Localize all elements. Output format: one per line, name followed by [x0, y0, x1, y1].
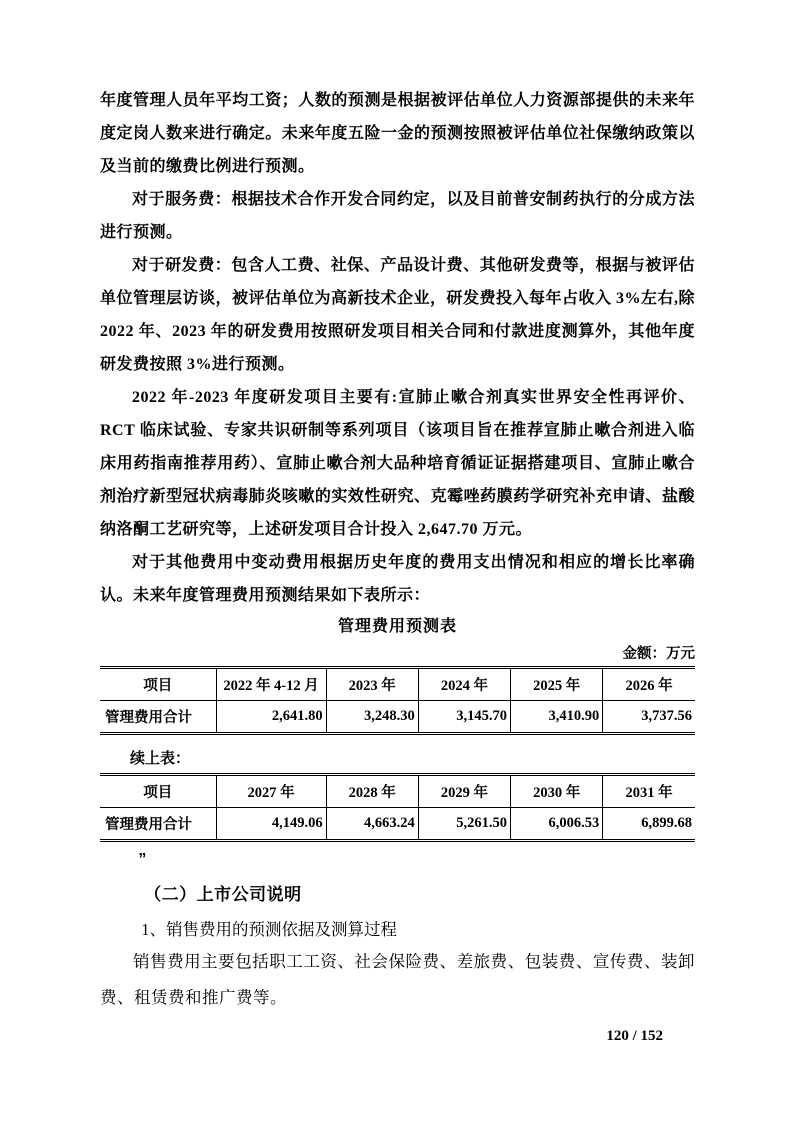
paragraph-service-fee: 对于服务费：根据技术合作开发合同约定，以及目前普安制药执行的分成方法进行预测。 — [100, 191, 695, 241]
col-header-2024: 2024 年 — [418, 668, 510, 701]
cell-value-2029: 5,261.50 — [418, 808, 510, 841]
cell-value-2025: 3,410.90 — [511, 701, 603, 734]
unit-note: 金额：万元 — [622, 646, 695, 662]
closing-quotation-mark: ” — [138, 851, 147, 868]
col-header-2023: 2023 年 — [326, 668, 418, 701]
table-title: 管理费用预测表 — [337, 618, 457, 635]
cell-value-2022: 2,641.80 — [216, 701, 326, 734]
table-row-admin-total — [100, 808, 695, 841]
continuation-label: 续上表： — [130, 751, 191, 767]
admin-expense-table-1 — [100, 666, 695, 735]
cell-value-2031: 6,899.68 — [603, 808, 695, 841]
page-number: 120 / 152 — [606, 1028, 663, 1044]
table-row-admin-total — [100, 701, 695, 734]
cell-value-2024: 3,145.70 — [418, 701, 510, 734]
col-header-2026: 2026 年 — [603, 668, 695, 701]
col-header-item: 项目 — [143, 678, 173, 694]
cell-value-2030: 6,006.53 — [511, 808, 603, 841]
col-header-2022: 2022 年 4-12 月 — [216, 668, 326, 701]
col-header-2031: 2031 年 — [603, 775, 695, 808]
col-header-2027: 2027 年 — [216, 775, 326, 808]
paragraph-sales-expense: 销售费用主要包括职工工资、社会保险费、差旅费、包装费、宣传费、装卸费、租赁费和推广费等。 — [100, 952, 695, 1007]
section-heading-listed-company: （二）上市公司说明 — [144, 885, 302, 904]
col-header-item: 项目 — [143, 785, 173, 801]
col-header-2028: 2028 年 — [326, 775, 418, 808]
table-header-row — [100, 775, 695, 808]
col-header-2029: 2029 年 — [418, 775, 510, 808]
cell-item-label: 管理费用合计 — [105, 817, 192, 833]
subheading-sales-expense: 1、销售费用的预测依据及测算过程 — [141, 920, 397, 939]
cell-value-2026: 3,737.56 — [603, 701, 695, 734]
cell-value-2028: 4,663.24 — [326, 808, 418, 841]
cell-value-2023: 3,248.30 — [326, 701, 418, 734]
table-header-row — [100, 668, 695, 701]
col-header-2025: 2025 年 — [511, 668, 603, 701]
cell-item-label: 管理费用合计 — [105, 710, 192, 726]
paragraph-rd-fee: 对于研发费：包含人工费、社保、产品设计费、其他研发费等，根据与被评估单位管理层访谈，被评估单位为高新技术企业，研发费投入每年占收入 3%左右,除 2022 年、2023 年的研发费用按照研发项目相关合同和付款进度测算外，其他年度研发费按照 3%进行预测。 — [100, 257, 696, 373]
paragraph-other-fee: 对于其他费用中变动费用根据历史年度的费用支出情况和相应的增长比率确认。未来年度管理费用预测结果如下表所示： — [100, 554, 695, 604]
paragraph-admin-salary: 年度管理人员年平均工资；人数的预测是根据被评估单位人力资源部提供的未来年度定岗人数来进行确定。未来年度五险一金的预测按照被评估单位社保缴纳政策以及当前的缴费比例进行预测。 — [100, 92, 695, 175]
admin-expense-table-2 — [100, 773, 695, 842]
admin-expense-table-2-wrap — [100, 773, 695, 842]
paragraph-rd-projects: 2022 年-2023 年度研发项目主要有:宣肺止嗽合剂真实世界安全性再评价、RCT 临床试验、专家共识研制等系列项目（该项目旨在推荐宣肺止嗽合剂进入临床用药指南推荐用药）、宣肺止嗽合剂大品种培育循证证据搭建项目、宣肺止嗽合剂治疗新型冠状病毒肺炎咳嗽的实效性研究、克霉唑药膜药学研究补充申请、盐酸纳洛酮工艺研究等，上述研发项目合计投入 2,647.70 万元。 — [100, 389, 695, 538]
admin-expense-table-1-wrap — [100, 666, 695, 735]
col-header-2030: 2030 年 — [511, 775, 603, 808]
cell-value-2027: 4,149.06 — [216, 808, 326, 841]
quoted-text-section — [100, 84, 695, 612]
